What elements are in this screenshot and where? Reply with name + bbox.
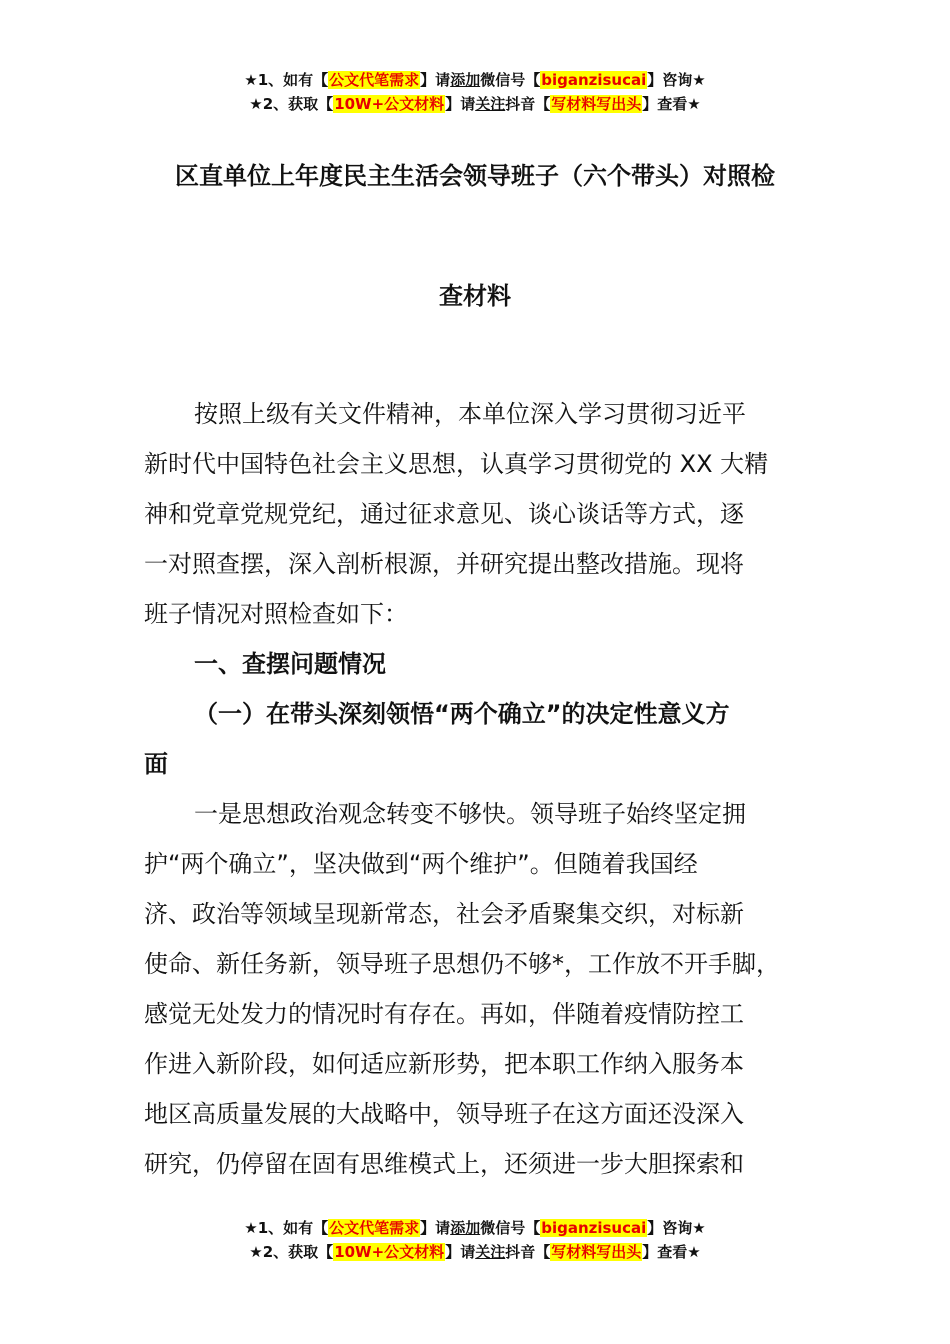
paragraph-line: 感觉无处发力的情况时有存在。再如，伴随着疫情防控工 <box>144 1000 744 1028</box>
promo-header <box>0 68 950 116</box>
promo-line-2 <box>0 1240 950 1264</box>
promo-underlined: 关注 <box>475 95 506 113</box>
paragraph-line: 地区高质量发展的大战略中，领导班子在这方面还没深入 <box>144 1100 744 1128</box>
promo-text: 】请 <box>445 95 476 113</box>
paragraph-line: 作进入新阶段，如何适应新形势，把本职工作纳入服务本 <box>144 1050 744 1078</box>
paragraph-line: 研究，仍停留在固有思维模式上，还须进一步大胆探索和 <box>144 1150 744 1178</box>
promo-highlight: 公文代笔需求 <box>329 71 420 89</box>
promo-line-1 <box>0 68 950 92</box>
paragraph-line: 使命、新任务新，领导班子思想仍不够*，工作放不开手脚， <box>144 950 780 978</box>
promo-text: 抖音【 <box>505 1243 551 1261</box>
paragraph-line: 新时代中国特色社会主义思想，认真学习贯彻党的 XX 大精 <box>144 450 769 478</box>
promo-text: ★2、获取【 <box>249 1243 334 1261</box>
promo-text: ★1、如有【 <box>244 71 329 89</box>
promo-text: 微信号【 <box>480 1219 541 1237</box>
document-title-line-1: 区直单位上年度民主生活会领导班子（六个带头）对照检 <box>175 162 775 190</box>
promo-text: ★1、如有【 <box>244 1219 329 1237</box>
paragraph-line: 护“两个确立”，坚决做到“两个维护”。但随着我国经 <box>144 850 698 878</box>
paragraph-line: 神和党章党规党纪，通过征求意见、谈心谈话等方式，逐 <box>144 500 744 528</box>
document-title-line-2: 查材料 <box>439 282 511 310</box>
paragraph-line: 按照上级有关文件精神，本单位深入学习贯彻习近平 <box>194 400 746 428</box>
promo-text: 抖音【 <box>505 95 551 113</box>
promo-text: 】咨询★ <box>647 1219 706 1237</box>
promo-highlight: 10W+公文材料 <box>334 95 445 113</box>
promo-text: 】请 <box>420 71 451 89</box>
promo-highlight: 10W+公文材料 <box>334 1243 445 1261</box>
paragraph-line: 班子情况对照检查如下： <box>144 600 408 628</box>
promo-footer <box>0 1216 950 1264</box>
promo-underlined: 关注 <box>475 1243 506 1261</box>
promo-underlined: 添加 <box>450 71 481 89</box>
promo-highlight: biganzisucai <box>541 71 647 89</box>
promo-text: 微信号【 <box>480 71 541 89</box>
promo-highlight: 写材料写出头 <box>551 95 642 113</box>
paragraph-line: 一是思想政治观念转变不够快。领导班子始终坚定拥 <box>194 800 746 828</box>
section-heading: 一、查摆问题情况 <box>194 650 386 678</box>
subsection-heading: （一）在带头深刻领悟“两个确立”的决定性意义方 <box>194 700 730 728</box>
promo-text: 】请 <box>420 1219 451 1237</box>
promo-text: 】咨询★ <box>647 71 706 89</box>
promo-line-2 <box>0 92 950 116</box>
promo-underlined: 添加 <box>450 1219 481 1237</box>
promo-text: 】查看★ <box>642 1243 701 1261</box>
promo-highlight: 写材料写出头 <box>551 1243 642 1261</box>
promo-text: 】查看★ <box>642 95 701 113</box>
promo-line-1 <box>0 1216 950 1240</box>
paragraph-line: 一对照查摆，深入剖析根源，并研究提出整改措施。现将 <box>144 550 744 578</box>
promo-text: ★2、获取【 <box>249 95 334 113</box>
subsection-heading-cont: 面 <box>144 750 168 778</box>
promo-highlight: 公文代笔需求 <box>329 1219 420 1237</box>
promo-text: 】请 <box>445 1243 476 1261</box>
paragraph-line: 济、政治等领域呈现新常态，社会矛盾聚集交织，对标新 <box>144 900 744 928</box>
document-body <box>144 389 844 1189</box>
promo-highlight: biganzisucai <box>541 1219 647 1237</box>
